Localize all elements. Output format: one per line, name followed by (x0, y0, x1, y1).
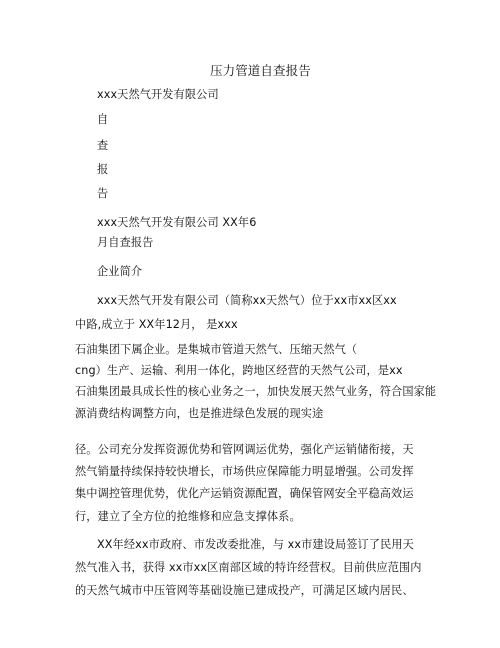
body-line: 然气准入书，获得 xx市xx区南部区域的特许经营权。目前供应范围内 (75, 561, 422, 574)
body-line: 行，建立了全方位的抢维修和应急支撑体系。 (75, 510, 301, 523)
vertical-char-2: 查 (97, 139, 109, 152)
body-line: xxx天然气开发有限公司（简称xx天然气）位于xx市xx区xx (97, 294, 397, 307)
report-title-line-1: xxx天然气开发有限公司 XX年6 (97, 216, 257, 229)
vertical-char-4: 告 (97, 187, 109, 200)
body-line: 集中调控管理优势，优化产运销资源配置，确保管网安全平稳高效运 (75, 487, 414, 500)
body-line: 径。公司充分发挥资源优势和管网调运优势，强化产运销储衔接，天 (75, 443, 414, 456)
body-line: 石油集团下属企业。是集城市管道天然气、压缩天然气（ (75, 343, 358, 356)
vertical-char-3: 报 (97, 163, 109, 176)
body-line: 然气销量持续保持较快增长，市场供应保障能力明显增强。公司发挥 (75, 465, 414, 478)
body-line: 的天然气城市中压管网等基础设施已建成投产，可满足区域内居民、 (75, 584, 414, 597)
body-line: 源消费结构调整方向，也是推进绿色发展的现实途 (75, 407, 324, 420)
vertical-char-1: 自 (97, 113, 109, 126)
body-line: 石油集团最具成长性的核心业务之一，加快发展天然气业务，符合国家能 (75, 385, 437, 398)
report-title-line-2: 月自查报告 (97, 236, 154, 249)
body-line: 中路,成立于 XX年12月， 是xxx (75, 318, 238, 331)
section-heading: 企业简介 (97, 265, 143, 278)
document-title: 压力管道自查报告 (210, 63, 311, 78)
company-name: xxx天然气开发有限公司 (97, 88, 219, 101)
body-line: XX年经xx市政府、市发改委批准，与 xx市建设局签订了民用天 (97, 538, 414, 551)
body-line: cng）生产、运输、利用一体化，跨地区经营的天然气公司，是xx (75, 364, 403, 377)
